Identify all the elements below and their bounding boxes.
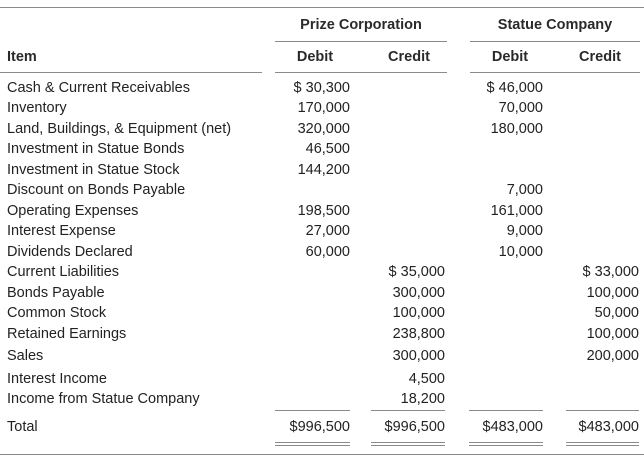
statue-debit-cell: 10,000 (498, 244, 543, 260)
table-row (0, 303, 644, 323)
row-item: Cash & Current Receivables (7, 80, 190, 96)
prize-debit-cell: $ 30,300 (293, 80, 350, 96)
total-rule-statue-debit (469, 410, 543, 411)
double-rule-statue-debit-2 (469, 445, 543, 446)
table-row (0, 160, 644, 180)
statue-debit-cell: 161,000 (490, 203, 543, 219)
prize-debit-cell: 198,500 (297, 203, 350, 219)
column-header-statue-debit: Debit (491, 49, 529, 65)
row-item: Income from Statue Company (7, 391, 200, 407)
double-rule-statue-credit-1 (566, 442, 639, 443)
row-item: Discount on Bonds Payable (7, 182, 186, 198)
prize-credit-cell: 300,000 (392, 348, 445, 364)
statue-credit-cell: 200,000 (586, 348, 639, 364)
double-rule-prize-debit-1 (275, 442, 350, 443)
total-statue-credit: $483,000 (578, 419, 639, 435)
table-row (0, 324, 644, 344)
row-item: Investment in Statue Stock (7, 162, 180, 178)
row-item: Operating Expenses (7, 203, 139, 219)
total-prize-credit: $996,500 (384, 419, 445, 435)
table-row (0, 346, 644, 366)
column-header-statue-credit: Credit (579, 49, 621, 65)
table-row (0, 221, 644, 241)
prize-credit-cell: 100,000 (392, 305, 445, 321)
statue-credit-cell: 50,000 (594, 305, 639, 321)
double-rule-statue-debit-1 (469, 442, 543, 443)
prize-debit-cell: 320,000 (297, 121, 350, 137)
company-header-statue: Statue Company (497, 17, 613, 33)
company-header-prize: Prize Corporation (300, 17, 422, 33)
column-header-item: Item (7, 49, 37, 65)
statue-credit-cell: 100,000 (586, 285, 639, 301)
row-item: Investment in Statue Bonds (7, 141, 185, 157)
double-rule-prize-credit-1 (371, 442, 445, 443)
row-item: Interest Expense (7, 223, 116, 239)
table-row (0, 180, 644, 200)
prize-credit-cell: 4,500 (408, 371, 445, 387)
row-item: Common Stock (7, 305, 107, 321)
prize-debit-cell: 60,000 (305, 244, 350, 260)
header-rule-prize (275, 72, 447, 73)
row-item: Retained Earnings (7, 326, 127, 342)
prize-credit-cell: 18,200 (400, 391, 445, 407)
statue-debit-cell: 70,000 (498, 100, 543, 116)
header-rule-item (0, 72, 262, 73)
table-row (0, 389, 644, 409)
total-rule-prize-credit (371, 410, 445, 411)
statue-credit-cell: $ 33,000 (582, 264, 639, 280)
table-row (0, 98, 644, 118)
top-rule (0, 7, 644, 8)
prize-debit-cell: 46,500 (305, 141, 350, 157)
double-rule-prize-debit-2 (275, 445, 350, 446)
table-row (0, 283, 644, 303)
row-item: Inventory (7, 100, 67, 116)
prize-debit-cell: 144,200 (297, 162, 350, 178)
prize-debit-cell: 27,000 (305, 223, 350, 239)
statue-credit-cell: 100,000 (586, 326, 639, 342)
double-rule-prize-credit-2 (371, 445, 445, 446)
row-item: Bonds Payable (7, 285, 105, 301)
total-prize-debit: $996,500 (289, 419, 350, 435)
bottom-rule (0, 454, 644, 455)
row-item: Interest Income (7, 371, 107, 387)
table-row (0, 78, 644, 98)
statue-debit-cell: 9,000 (506, 223, 543, 239)
row-item: Sales (7, 348, 44, 364)
prize-header-rule (275, 41, 447, 42)
double-rule-statue-credit-2 (566, 445, 639, 446)
table-row (0, 242, 644, 262)
prize-debit-cell: 170,000 (297, 100, 350, 116)
column-header-prize-debit: Debit (296, 49, 334, 65)
total-rule-statue-credit (566, 410, 639, 411)
total-label: Total (7, 419, 38, 435)
table-row (0, 119, 644, 139)
table-row (0, 201, 644, 221)
prize-credit-cell: 238,800 (392, 326, 445, 342)
statue-debit-cell: 180,000 (490, 121, 543, 137)
row-item: Dividends Declared (7, 244, 133, 260)
statue-header-rule (470, 41, 640, 42)
table-row (0, 262, 644, 282)
statue-debit-cell: 7,000 (506, 182, 543, 198)
row-item: Current Liabilities (7, 264, 120, 280)
total-rule-prize-debit (275, 410, 350, 411)
table-row (0, 369, 644, 389)
total-row (0, 417, 644, 437)
row-item: Land, Buildings, & Equipment (net) (7, 121, 232, 137)
prize-credit-cell: $ 35,000 (388, 264, 445, 280)
table-row (0, 139, 644, 159)
column-header-prize-credit: Credit (388, 49, 430, 65)
header-rule-statue (470, 72, 640, 73)
prize-credit-cell: 300,000 (392, 285, 445, 301)
total-statue-debit: $483,000 (482, 419, 543, 435)
statue-debit-cell: $ 46,000 (486, 80, 543, 96)
